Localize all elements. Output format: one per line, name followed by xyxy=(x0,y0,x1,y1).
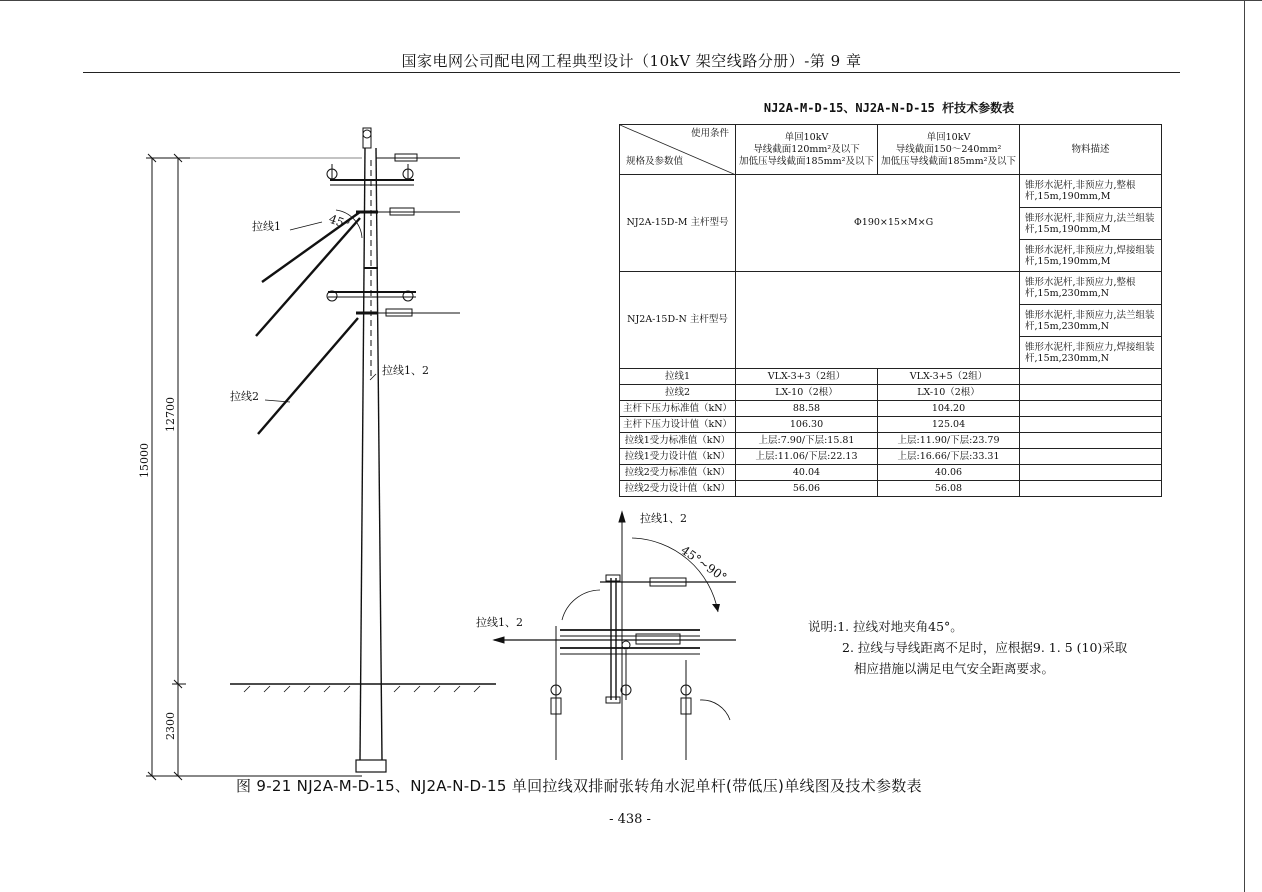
note-line-1: 说明:1. 拉线对地夹角45°。 xyxy=(808,619,963,634)
corner-cell xyxy=(620,125,736,175)
m-material-1: 锥形水泥杆,非预应力,整根杆,15m,190mm,M xyxy=(1020,175,1162,208)
table-header-row xyxy=(620,125,1162,175)
col-header-2 xyxy=(878,125,1020,175)
param-v1-3: 106.30 xyxy=(736,417,878,433)
param-empty-0 xyxy=(1020,369,1162,385)
param-row-5 xyxy=(620,449,1162,465)
param-v1-0: VLX-3+3（2组） xyxy=(736,369,878,385)
col-header-1 xyxy=(736,125,878,175)
param-empty-5 xyxy=(1020,449,1162,465)
guy-wire-1-lower xyxy=(256,218,360,336)
label-guy12: 拉线1、2 xyxy=(382,364,429,377)
param-v2-4: 上层:11.90/下层:23.79 xyxy=(878,433,1020,449)
param-label-1: 拉线2 xyxy=(620,385,736,401)
param-row-7 xyxy=(620,481,1162,497)
param-empty-7 xyxy=(1020,481,1162,497)
param-v1-6: 40.04 xyxy=(736,465,878,481)
param-v2-5: 上层:16.66/下层:33.31 xyxy=(878,449,1020,465)
param-v1-2: 88.58 xyxy=(736,401,878,417)
n-material-1: 锥形水泥杆,非预应力,整根杆,15m,230mm,N xyxy=(1020,272,1162,305)
figure-caption: 图 9-21 NJ2A-M-D-15、NJ2A-N-D-15 单回拉线双排耐张转角水泥单杆(带低压)单线图及技术参数表 xyxy=(236,777,922,795)
m-material-3: 锥形水泥杆,非预应力,焊接组装杆,15m,190mm,M xyxy=(1020,240,1162,272)
n-material-2: 锥形水泥杆,非预应力,法兰组装杆,15m,230mm,N xyxy=(1020,305,1162,337)
param-v1-1: LX-10（2根） xyxy=(736,385,878,401)
dim-total: 15000 xyxy=(138,443,151,478)
param-v1-4: 上层:7.90/下层:15.81 xyxy=(736,433,878,449)
pole-right-edge xyxy=(376,148,382,760)
param-label-2: 主杆下压力标准值（kN） xyxy=(620,401,736,417)
param-row-4 xyxy=(620,433,1162,449)
page-number: - 438 - xyxy=(609,812,651,827)
param-label-6: 拉线2受力标准值（kN） xyxy=(620,465,736,481)
param-label-7: 拉线2受力设计值（kN） xyxy=(620,481,736,497)
param-v2-2: 104.20 xyxy=(878,401,1020,417)
param-v2-0: VLX-3+5（2组） xyxy=(878,369,1020,385)
dim-below: 2300 xyxy=(164,712,177,740)
n-material-3: 锥形水泥杆,非预应力,焊接组装杆,15m,230mm,N xyxy=(1020,337,1162,369)
m-material-2: 锥形水泥杆,非预应力,法兰组装杆,15m,190mm,M xyxy=(1020,208,1162,240)
table-title: NJ2A-M-D-15、NJ2A-N-D-15 杆技术参数表 xyxy=(763,101,1015,115)
param-empty-4 xyxy=(1020,433,1162,449)
label-guy1: 拉线1 xyxy=(252,220,281,233)
n-row-1 xyxy=(620,272,1162,305)
label-angle45: 45° xyxy=(326,211,352,233)
plan-angle: 45°~90° xyxy=(678,542,730,585)
note-line-2: 2. 拉线与导线距离不足时，应根据9. 1. 5 (10)采取 xyxy=(842,640,1128,655)
corner-top-label: 使用条件 xyxy=(690,128,729,139)
col2-line2: 导线截面150～240mm² xyxy=(895,143,1002,155)
m-spec: Φ190×15×M×G xyxy=(736,175,1020,272)
param-empty-3 xyxy=(1020,417,1162,433)
param-v2-7: 56.08 xyxy=(878,481,1020,497)
guy-wire-2 xyxy=(258,318,358,434)
plan-label-top: 拉线1、2 xyxy=(640,512,687,525)
param-empty-6 xyxy=(1020,465,1162,481)
parameter-table xyxy=(619,124,1162,497)
param-row-3 xyxy=(620,417,1162,433)
param-v1-7: 56.06 xyxy=(736,481,878,497)
col-header-3: 物料描述 xyxy=(1020,125,1162,175)
param-row-6 xyxy=(620,465,1162,481)
param-v2-6: 40.06 xyxy=(878,465,1020,481)
param-row-0 xyxy=(620,369,1162,385)
param-row-1 xyxy=(620,385,1162,401)
param-empty-2 xyxy=(1020,401,1162,417)
param-v2-3: 125.04 xyxy=(878,417,1020,433)
param-label-3: 主杆下压力设计值（kN） xyxy=(620,417,736,433)
pole-left-edge xyxy=(360,148,365,760)
plan-label-left: 拉线1、2 xyxy=(476,616,523,629)
col2-line3: 加低压导线截面185mm²及以下 xyxy=(881,155,1016,167)
param-empty-1 xyxy=(1020,385,1162,401)
col1-line3: 加低压导线截面185mm²及以下 xyxy=(739,155,874,167)
col1-line1: 单回10kV xyxy=(784,131,829,143)
n-label: NJ2A-15D-N 主杆型号 xyxy=(620,272,736,369)
param-v2-1: LX-10（2根） xyxy=(878,385,1020,401)
param-label-5: 拉线1受力设计值（kN） xyxy=(620,449,736,465)
param-row-2 xyxy=(620,401,1162,417)
label-guy2: 拉线2 xyxy=(230,390,259,403)
notes xyxy=(808,616,1127,679)
m-label: NJ2A-15D-M 主杆型号 xyxy=(620,175,736,272)
dim-above: 12700 xyxy=(164,397,177,432)
note-line-3: 相应措施以满足电气安全距离要求。 xyxy=(854,661,1055,676)
n-spec xyxy=(736,272,1020,369)
param-v1-5: 上层:11.06/下层:22.13 xyxy=(736,449,878,465)
param-label-0: 拉线1 xyxy=(620,369,736,385)
col1-line2: 导线截面120mm²及以下 xyxy=(753,143,860,155)
param-label-4: 拉线1受力标准值（kN） xyxy=(620,433,736,449)
page-header: 国家电网公司配电网工程典型设计（10kV 架空线路分册）-第 9 章 xyxy=(401,52,862,70)
corner-bottom-label: 规格及参数值 xyxy=(626,156,684,167)
col2-line1: 单回10kV xyxy=(926,131,971,143)
m-row-1 xyxy=(620,175,1162,208)
